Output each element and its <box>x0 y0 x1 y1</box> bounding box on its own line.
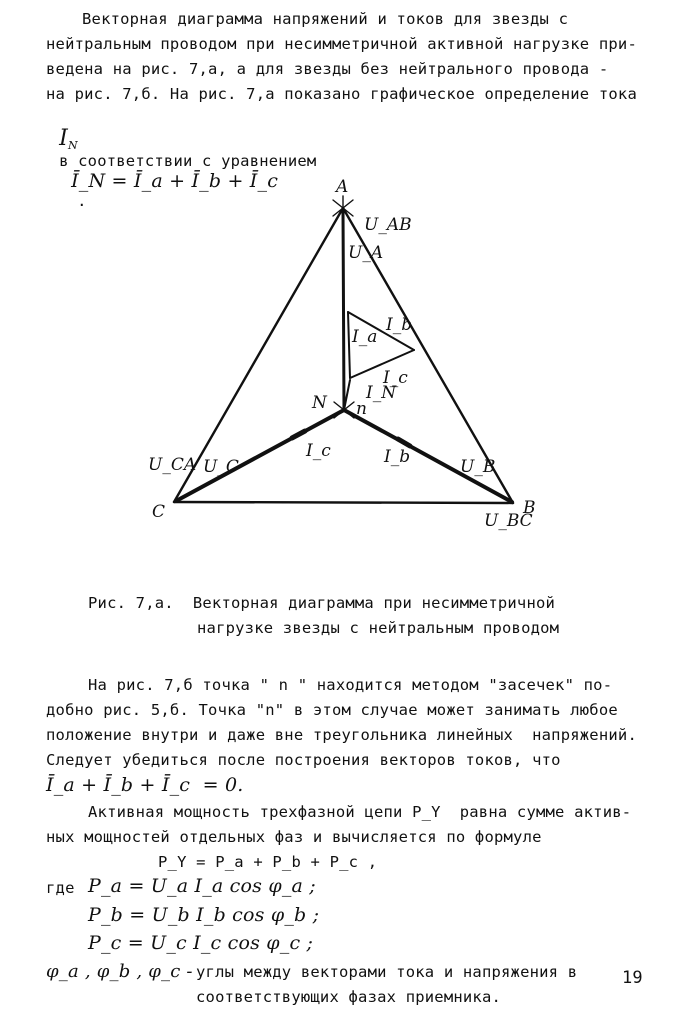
para3-line-1: Активная мощность трехфазной цепи P_Y равна сумме актив- <box>88 803 632 821</box>
intro-line-2: нейтральным проводом при несимметричной активной нагрузке при- <box>46 35 637 53</box>
label-uc: U_C <box>203 457 239 477</box>
formula-phase-c: P_c = U_c I_c cos φ_c ; <box>88 932 314 954</box>
label-uab: U_AB <box>364 215 412 235</box>
label-uca: U_CA <box>148 455 197 475</box>
label-node-n-small: n <box>356 399 367 419</box>
marker-ib <box>398 439 410 446</box>
intro-line-1: Векторная диаграмма напряжений и токов для звезды с <box>82 10 569 28</box>
formula-phase-a: P_a = U_a I_a cos φ_a ; <box>88 875 316 897</box>
figure-caption-line-1: Рис. 7,а. Векторная диаграмма при несимметричной <box>88 594 556 612</box>
current-subscript: N <box>67 139 78 153</box>
label-in: I_N <box>366 383 397 403</box>
label-ic-top: I_c <box>383 368 408 388</box>
current-symbol: I <box>59 126 68 151</box>
para2-line-4: Следует убедиться после построения векторов токов, что <box>46 751 561 769</box>
kirchhoff-equation: Ī_N = Ī_a + Ī_b + Ī_c <box>71 170 279 193</box>
formula-total-power: P_Y = P_a + P_b + P_c , <box>158 853 378 871</box>
label-ib: I_b <box>384 447 411 467</box>
intro-line-3: ведена на рис. 7,а, а для звезды без нейтрального провода - <box>46 60 609 78</box>
vector-ia <box>348 312 350 378</box>
edge-c-b <box>174 502 513 503</box>
label-ubc: U_BC <box>484 511 533 531</box>
para2-line-5: Ī_a + Ī_b + Ī_c = 0. <box>46 774 244 796</box>
para2-line-2: добно рис. 5,б. Точка "n" в этом случае может занимать любое <box>46 701 618 719</box>
figure-caption-line-2: нагрузке звезды с нейтральным проводом <box>197 619 560 637</box>
intro-line-5-text: в соответствии с уравнением <box>59 152 317 171</box>
angles-text-line-2: соответствующих фазах приемника. <box>196 988 502 1006</box>
angles-text-line-1: углы между векторами тока и напряжения в <box>196 963 578 981</box>
label-vertex-b: B <box>523 498 536 518</box>
label-ib-top: I_b <box>386 315 413 335</box>
label-vertex-c: C <box>152 502 166 522</box>
label-ua: U_A <box>348 243 384 263</box>
marker-ic <box>292 431 305 438</box>
para2-line-1: На рис. 7,б точка " n " находится методом "засечек" по- <box>88 676 613 694</box>
formula-phase-b: P_b = U_b I_b cos φ_b ; <box>88 904 320 926</box>
para3-line-2: ных мощностей отдельных фаз и вычисляется по формуле <box>46 828 542 846</box>
label-ub: U_B <box>460 457 496 477</box>
phase-vector-ua <box>343 210 344 410</box>
intro-line-4: на рис. 7,б. На рис. 7,а показано графическое определение тока <box>46 85 637 103</box>
page-number: 19 <box>622 968 643 988</box>
label-vertex-a: A <box>336 177 349 197</box>
para2-line-3: положение внутри и даже вне треугольника линейных напряжений. <box>46 726 637 744</box>
label-ia: I_a <box>352 327 378 347</box>
label-ic: I_c <box>306 441 331 461</box>
label-node-n: N <box>312 393 327 413</box>
where-label: где <box>46 879 75 897</box>
angle-symbols: φ_a , φ_b , φ_c - <box>46 961 193 982</box>
intro-line-5-end: . <box>77 192 87 211</box>
